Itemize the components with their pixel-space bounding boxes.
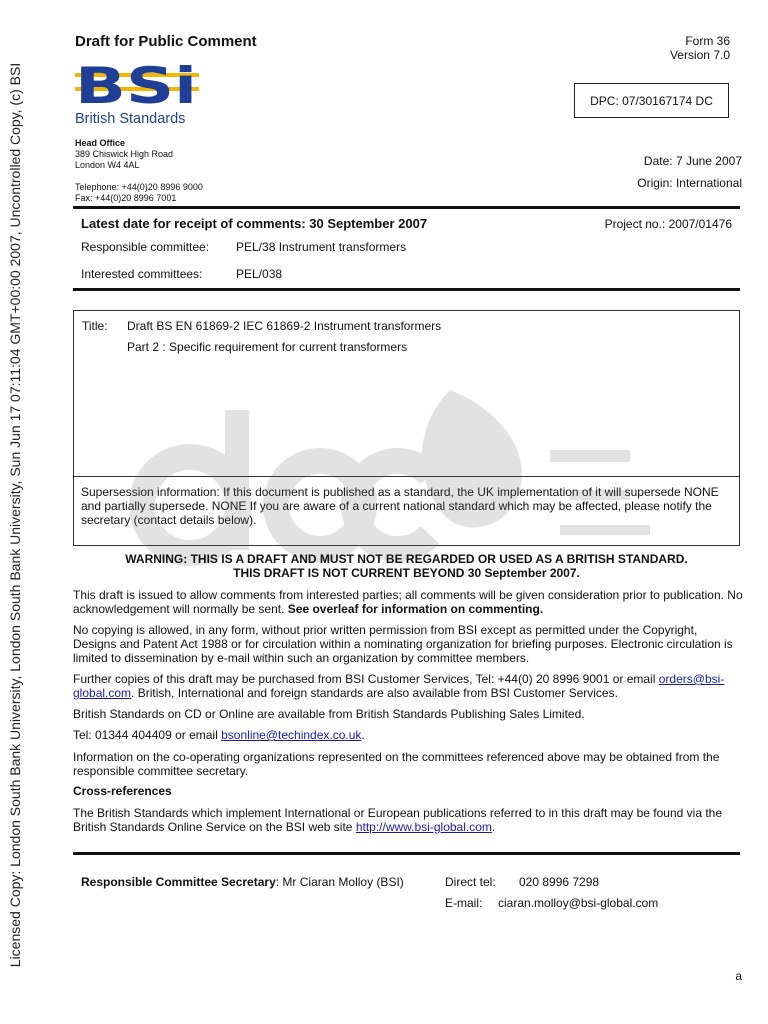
- paragraph-bsonline: [73, 728, 743, 742]
- secretary-label: Responsible Committee Secretary: [81, 875, 276, 889]
- divider-middle: [73, 288, 740, 291]
- paragraph-cross-references: [73, 806, 743, 834]
- bsonline-email-link[interactable]: bsonline@techindex.co.uk: [221, 728, 362, 742]
- project-number: Project no.: 2007/01476: [604, 217, 732, 231]
- dpc-number: DPC: 07/30167174 DC: [590, 93, 713, 108]
- license-text: Licensed Copy: London South Bank University, London South Bank University, Sun Jun 17 07:11:04 GMT+00:00 2007, Uncontrolled Copy, (c) BSI: [7, 62, 23, 968]
- bsonline-text-end: .: [361, 728, 365, 742]
- divider-bottom: [73, 852, 740, 855]
- paragraph-further-copies: [73, 672, 743, 700]
- orders-email-link[interactable]: orders@bsi-global.com: [73, 672, 725, 700]
- dpc-number-box: [574, 83, 729, 118]
- logo-caption: British Standards: [75, 111, 186, 127]
- address-line-1: 389 Chiswick High Road: [75, 149, 174, 159]
- form-version: Version 7.0: [669, 48, 730, 62]
- further-copies-text: Further copies of this draft may be purchased from BSI Customer Services, Tel: +44(0) 20 8996 9001 or email: [73, 672, 656, 686]
- supersession-info: Supersession information: If this document is published as a standard, the UK implementation of it will supersede NONE and partially supersede. NONE If you are aware of a current national standard which may be affected, please notify the secretary (contact details below).: [81, 485, 719, 527]
- secretary-line: [81, 875, 404, 889]
- divider-top: [73, 206, 740, 209]
- paragraph-copying: No copying is allowed, in any form, without prior written permission from BSI except as permitted under the Copyright, Designs and Patent Act 1988 or for circulation within a nominating organization for briefing purposes. Electronic circulation is limited to dissemination by e-mail within such an organization by committee members.: [73, 623, 733, 665]
- cross-references-text: The British Standards which implement International or European publications referred to in this draft may be found via the British Standards Online Service on the BSI web site: [73, 806, 723, 834]
- email-value[interactable]: ciaran.molloy@bsi-global.com: [498, 896, 659, 910]
- head-office-address: [75, 138, 203, 204]
- title-box: [73, 310, 740, 546]
- page-marker: a: [735, 969, 742, 983]
- address-line-2: London W4 4AL: [75, 160, 140, 170]
- telephone: Telephone: +44(0)20 8996 9000: [75, 182, 203, 192]
- bsonline-text: Tel: 01344 404409 or email: [73, 728, 218, 742]
- warning-line-1: WARNING: THIS IS A DRAFT AND MUST NOT BE REGARDED OR USED AS A BRITISH STANDARD.: [125, 552, 688, 566]
- paragraph-comments: [73, 588, 743, 616]
- bsi-website-link[interactable]: http://www.bsi-global.com: [355, 820, 492, 834]
- title-label: Title:: [82, 319, 108, 333]
- paragraph-cooperating-orgs: Information on the co-operating organizations represented on the committees referenced above may be obtained from the responsible committee secretary.: [73, 750, 720, 778]
- logo-letters: BSi: [75, 57, 197, 115]
- title-line-2: Part 2 : Specific requirement for current transformers: [127, 340, 408, 354]
- form-info: [670, 34, 730, 62]
- latest-comment-date: Latest date for receipt of comments: 30 September 2007: [81, 216, 428, 231]
- cross-references-heading: Cross-references: [73, 784, 172, 798]
- email-label: E-mail:: [445, 896, 483, 910]
- responsible-committee-row: [81, 240, 681, 256]
- title-line-1: Draft BS EN 61869-2 IEC 61869-2 Instrument transformers: [127, 319, 442, 333]
- direct-tel-label: Direct tel:: [445, 875, 496, 889]
- interested-committees-row: [81, 267, 681, 283]
- responsible-committee-value: PEL/38 Instrument transformers: [236, 240, 407, 254]
- responsible-committee-label: Responsible committee:: [81, 240, 210, 254]
- draft-warning: [73, 552, 740, 580]
- origin: Origin: International: [637, 176, 742, 190]
- license-side-note: [2, 40, 28, 990]
- head-office-heading: Head Office: [75, 138, 126, 148]
- paragraph-comments-text: This draft is issued to allow comments from interested parties; all comments will be given consideration prior to publication. No acknowledgement will normally be sent.: [73, 588, 743, 616]
- date-origin: [637, 150, 742, 194]
- form-number: Form 36: [685, 34, 730, 48]
- title-box-separator: [74, 476, 739, 477]
- bsi-logo: [75, 57, 205, 127]
- paragraph-cd-online: British Standards on CD or Online are available from British Standards Publishing Sales Limited.: [73, 707, 585, 721]
- further-copies-text-end: . British, International and foreign standards are also available from BSI Customer Services.: [131, 686, 618, 700]
- draft-title: Draft for Public Comment: [75, 33, 257, 50]
- interested-committees-value: PEL/038: [236, 267, 283, 281]
- bsi-logo-mark: [75, 57, 205, 127]
- secretary-name: : Mr Ciaran Molloy (BSI): [275, 875, 404, 889]
- cross-references-text-end: .: [491, 820, 496, 834]
- issue-date: Date: 7 June 2007: [643, 154, 742, 168]
- direct-tel-value: 020 8996 7298: [519, 875, 600, 889]
- see-overleaf-note: See overleaf for information on commenting.: [287, 602, 544, 616]
- interested-committees-label: Interested committees:: [81, 267, 203, 281]
- fax: Fax: +44(0)20 8996 7001: [75, 193, 177, 203]
- warning-line-2: THIS DRAFT IS NOT CURRENT BEYOND 30 September 2007.: [233, 566, 580, 580]
